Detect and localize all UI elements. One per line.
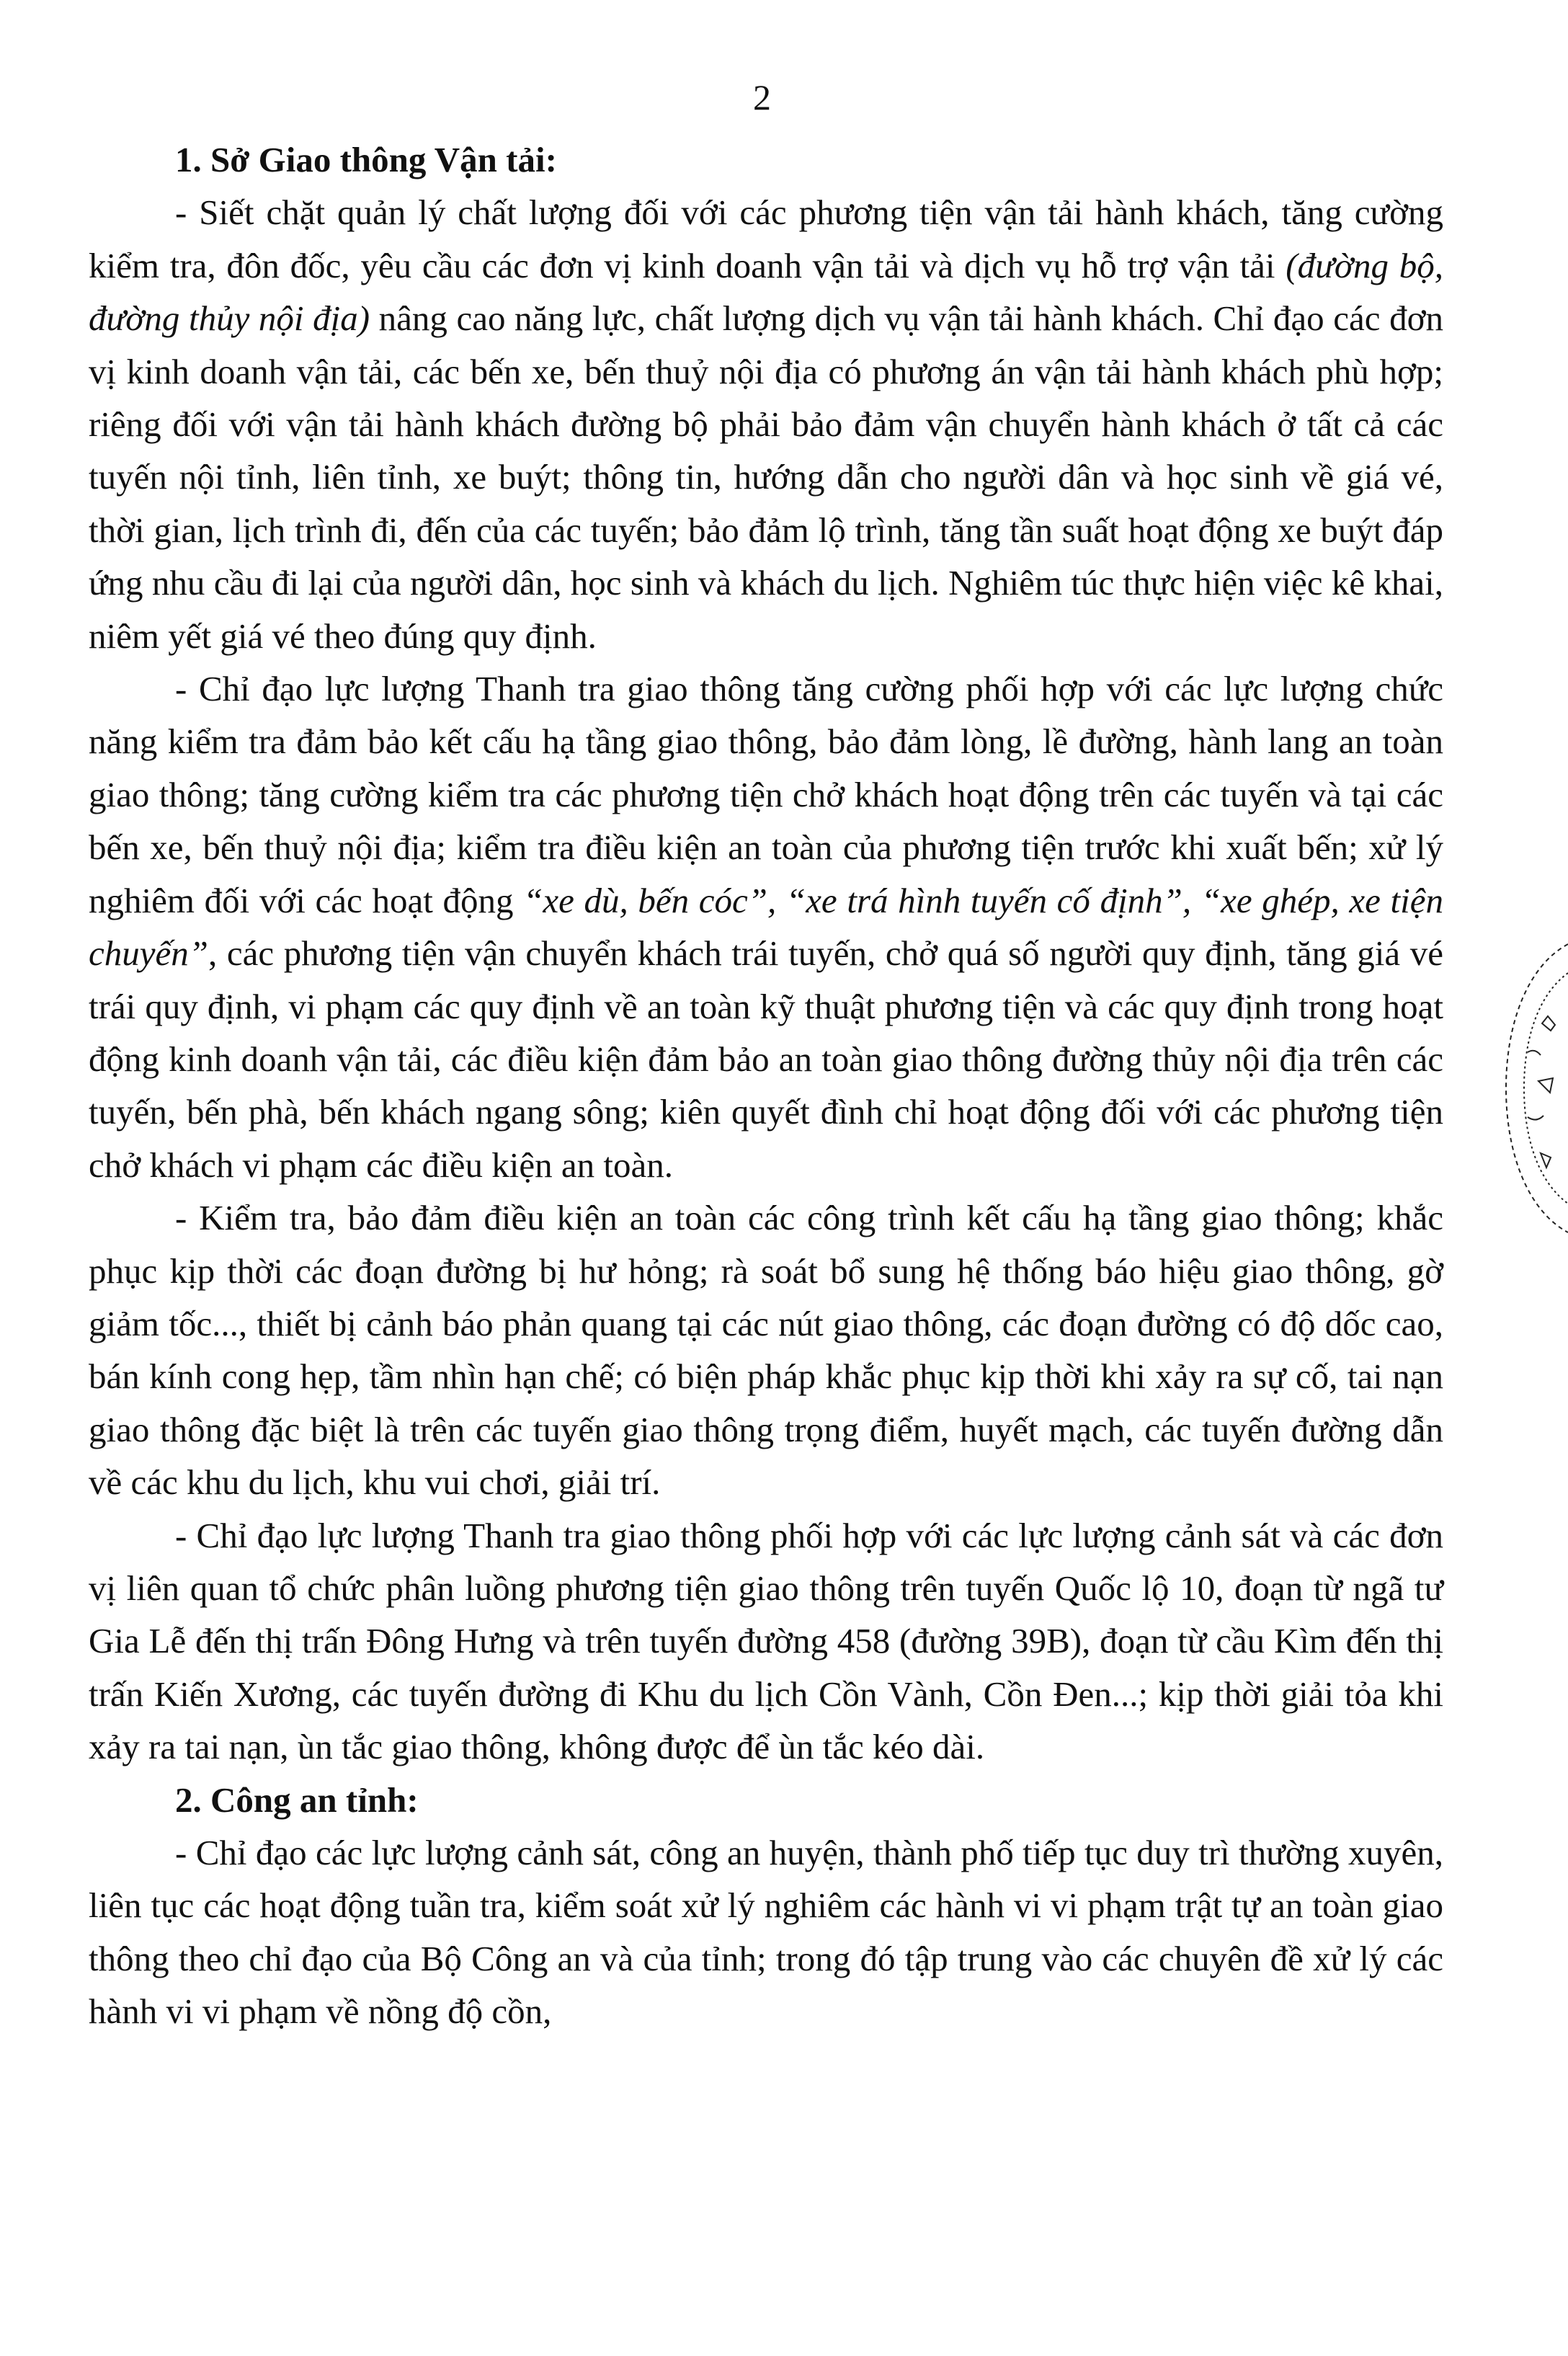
seal-stamp-icon bbox=[1499, 937, 1568, 1240]
section-heading-2: 2. Công an tỉnh: bbox=[175, 1779, 419, 1820]
section-heading-1: 1. Sở Giao thông Vận tải: bbox=[175, 140, 557, 179]
paragraph-italic-text: “xe dù, bến cóc”, “xe trá hình tuyến cố định”, “xe ghép, xe tiện chuyến” bbox=[89, 880, 1443, 974]
partial-seal-stamp bbox=[1499, 937, 1568, 1240]
paragraph-text: - Siết chặt quản lý chất lượng đối với các phương tiện vận tải hành khách, tăng cường kiểm tra, đôn đốc, yêu cầu các đơn vị kinh doanh vận tải và dịch vụ hỗ trợ vận tải bbox=[89, 192, 1443, 285]
paragraph-text: - Kiểm tra, bảo đảm điều kiện an toàn các công trình kết cấu hạ tầng giao thông; khắc phục kịp thời các đoạn đường bị hư hỏng; rà soát bổ sung hệ thống báo hiệu giao thông, gờ giảm tốc..., thiết bị cảnh báo phản quang tại các nút giao thông, các đoạn đường có độ dốc cao, bán kính cong hẹp, tầm nhìn hạn chế; có biện pháp khắc phục kịp thời khi xảy ra sự cố, tai nạn giao thông đặc biệt là trên các tuyến giao thông trọng điểm, huyết mạch, các tuyến đường dẫn về các khu du lịch, khu vui chơi, giải trí. bbox=[89, 1198, 1443, 1503]
paragraph-text: nâng cao năng lực, chất lượng dịch vụ vận tải hành khách. Chỉ đạo các đơn vị kinh doanh vận tải, các bến xe, bến thuỷ nội địa có phương án vận tải hành khách phù hợp; riêng đối với vận tải hành khách đường bộ phải bảo đảm vận chuyển hành khách ở tất cả các tuyến nội tỉnh, liên tỉnh, xe buýt; thông tin, hướng dẫn cho người dân và học sinh về giá vé, thời gian, lịch trình đi, đến của các tuyến; bảo đảm lộ trình, tăng tần suất hoạt động xe buýt đáp ứng nhu cầu đi lại của người dân, học sinh và khách du lịch. Nghiêm túc thực hiện việc kê khai, niêm yết giá vé theo đúng quy định. bbox=[89, 298, 1443, 656]
paragraph bbox=[89, 662, 1443, 1191]
paragraph-italic-text: (đường bộ, đường thủy nội địa) bbox=[89, 245, 1443, 339]
paragraph-text: , các phương tiện vận chuyển khách trái tuyến, chở quá số người quy định, tăng giá vé trái quy định, vi phạm các quy định về an toàn kỹ thuật phương tiện và các quy định trong hoạt động kinh doanh vận tải, các điều kiện đảm bảo an toàn giao thông đường thủy nội địa trên các tuyến, bến phà, bến khách ngang sông; kiên quyết đình chỉ hoạt động đối với các phương tiện chở khách vi phạm các điều kiện an toàn. bbox=[89, 933, 1443, 1185]
paragraph bbox=[89, 1191, 1443, 1508]
paragraph bbox=[89, 1826, 1443, 2038]
paragraph-text: - Chỉ đạo lực lượng Thanh tra giao thông phối hợp với các lực lượng cảnh sát và các đơn vị liên quan tổ chức phân luồng phương tiện giao thông trên tuyến Quốc lộ 10, đoạn từ ngã tư Gia Lễ đến thị trấn Đông Hưng và trên tuyến đường 458 (đường 39B), đoạn từ cầu Kìm đến thị trấn Kiến Xương, các tuyến đường đi Khu du lịch Cồn Vành, Cồn Đen...; kịp thời giải tỏa khi xảy ra tai nạn, ùn tắc giao thông, không được để ùn tắc kéo dài. bbox=[89, 1515, 1443, 1767]
paragraph bbox=[89, 1509, 1443, 1774]
page-number: 2 bbox=[753, 77, 771, 117]
document-body bbox=[89, 133, 1443, 2038]
paragraph-text: - Chỉ đạo lực lượng Thanh tra giao thông tăng cường phối hợp với các lực lượng chức năng kiểm tra đảm bảo kết cấu hạ tầng giao thông, bảo đảm lòng, lề đường, hành lang an toàn giao thông; tăng cường kiểm tra các phương tiện chở khách hoạt động trên các tuyến và tại các bến xe, bến thuỷ nội địa; kiểm tra điều kiện an toàn của phương tiện trước khi xuất bến; xử lý nghiêm đối với các hoạt động bbox=[89, 669, 1443, 920]
paragraph bbox=[89, 186, 1443, 662]
paragraph-text: - Chỉ đạo các lực lượng cảnh sát, công an huyện, thành phố tiếp tục duy trì thường xuyên, liên tục các hoạt động tuần tra, kiểm soát xử lý nghiêm các hành vi vi phạm trật tự an toàn giao thông theo chỉ đạo của Bộ Công an và của tỉnh; trong đó tập trung vào các chuyên đề xử lý các hành vi vi phạm về nồng độ cồn, bbox=[89, 1833, 1443, 2032]
